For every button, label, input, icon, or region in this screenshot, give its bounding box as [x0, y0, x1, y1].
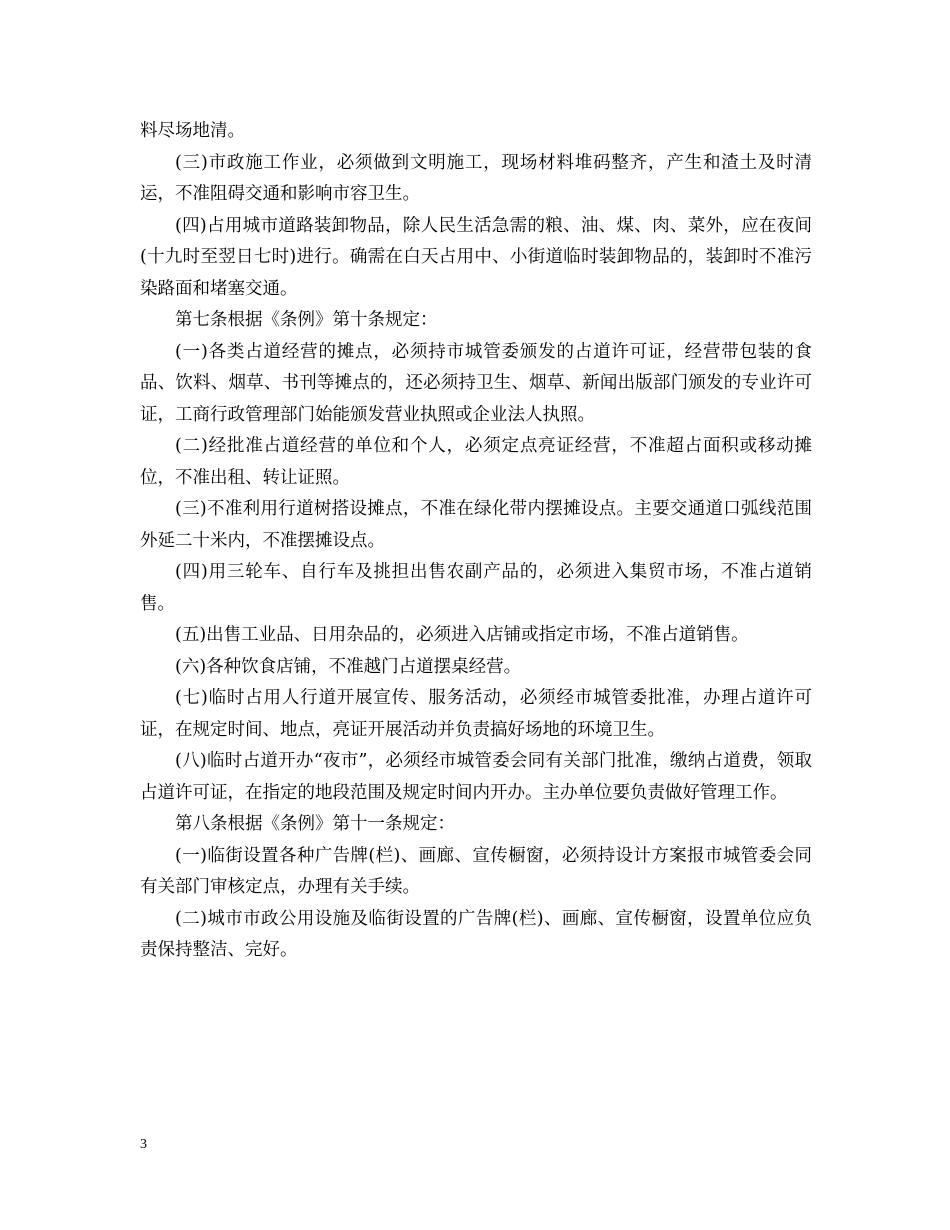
- paragraph-article-7-item-5: (五)出售工业品、日用杂品的，必须进入店铺或指定市场，不准占道销售。: [175, 625, 749, 645]
- paragraph-article-7-item-3: (三)不准利用行道树搭设摊点，不准在绿化带内摆摊设点。主要交通道口弧线范围外延二十米内，不准摆摊设点。: [140, 499, 812, 551]
- page-number: 3: [140, 1137, 147, 1152]
- paragraph-article-7-item-2: (二)经批准占道经营的单位和个人，必须定点亮证经营，不准超占面积或移动摊位，不准出租、转让证照。: [140, 436, 812, 488]
- paragraph-continuation: 料尽场地清。: [140, 121, 245, 141]
- paragraph-article-7-item-8: (八)临时占道开办“夜市”，必须经市城管委会同有关部门批准，缴纳占道费，领取占道许可证，在指定的地段范围及规定时间内开办。主办单位要负责做好管理工作。: [140, 751, 812, 803]
- document-body: [140, 116, 812, 967]
- paragraph-article-7-item-6: (六)各种饮食店铺，不准越门占道摆桌经营。: [175, 656, 522, 677]
- paragraph-article-8-item-1: (一)临街设置各种广告牌(栏)、画廊、宣传橱窗，必须持设计方案报市城管委会同有关部门审核定点，办理有关手续。: [140, 845, 812, 897]
- paragraph-article-8-item-2: (二)城市市政公用设施及临街设置的广告牌(栏)、画廊、宣传橱窗，设置单位应负责保持整洁、完好。: [140, 908, 812, 960]
- paragraph-item-4-loading: (四)占用城市道路装卸物品，除人民生活急需的粮、油、煤、肉、菜外，应在夜间(十九时至翌日七时)进行。确需在白天占用中、小街道临时装卸物品的，装卸时不准污染路面和堵塞交通。: [140, 215, 812, 299]
- article-7-heading: 第七条根据《条例》第十条规定：: [175, 310, 438, 330]
- paragraph-item-3-construction: (三)市政施工作业，必须做到文明施工，现场材料堆码整齐，产生和渣土及时清运，不准阻碍交通和影响市容卫生。: [140, 152, 812, 204]
- paragraph-article-7-item-4: (四)用三轮车、自行车及挑担出售农副产品的，必须进入集贸市场，不准占道销售。: [140, 562, 812, 614]
- paragraph-article-7-item-1: (一)各类占道经营的摊点，必须持市城管委颁发的占道许可证，经营带包装的食品、饮料、烟草、书刊等摊点的，还必须持卫生、烟草、新闻出版部门颁发的专业许可证，工商行政管理部门始能颁发营业执照或企业法人执照。: [140, 341, 812, 425]
- paragraph-article-7-item-7: (七)临时占用人行道开展宣传、服务活动，必须经市城管委批准，办理占道许可证，在规定时间、地点，亮证开展活动并负责搞好场地的环境卫生。: [140, 688, 812, 740]
- article-8-heading: 第八条根据《条例》第十一条规定：: [175, 814, 455, 834]
